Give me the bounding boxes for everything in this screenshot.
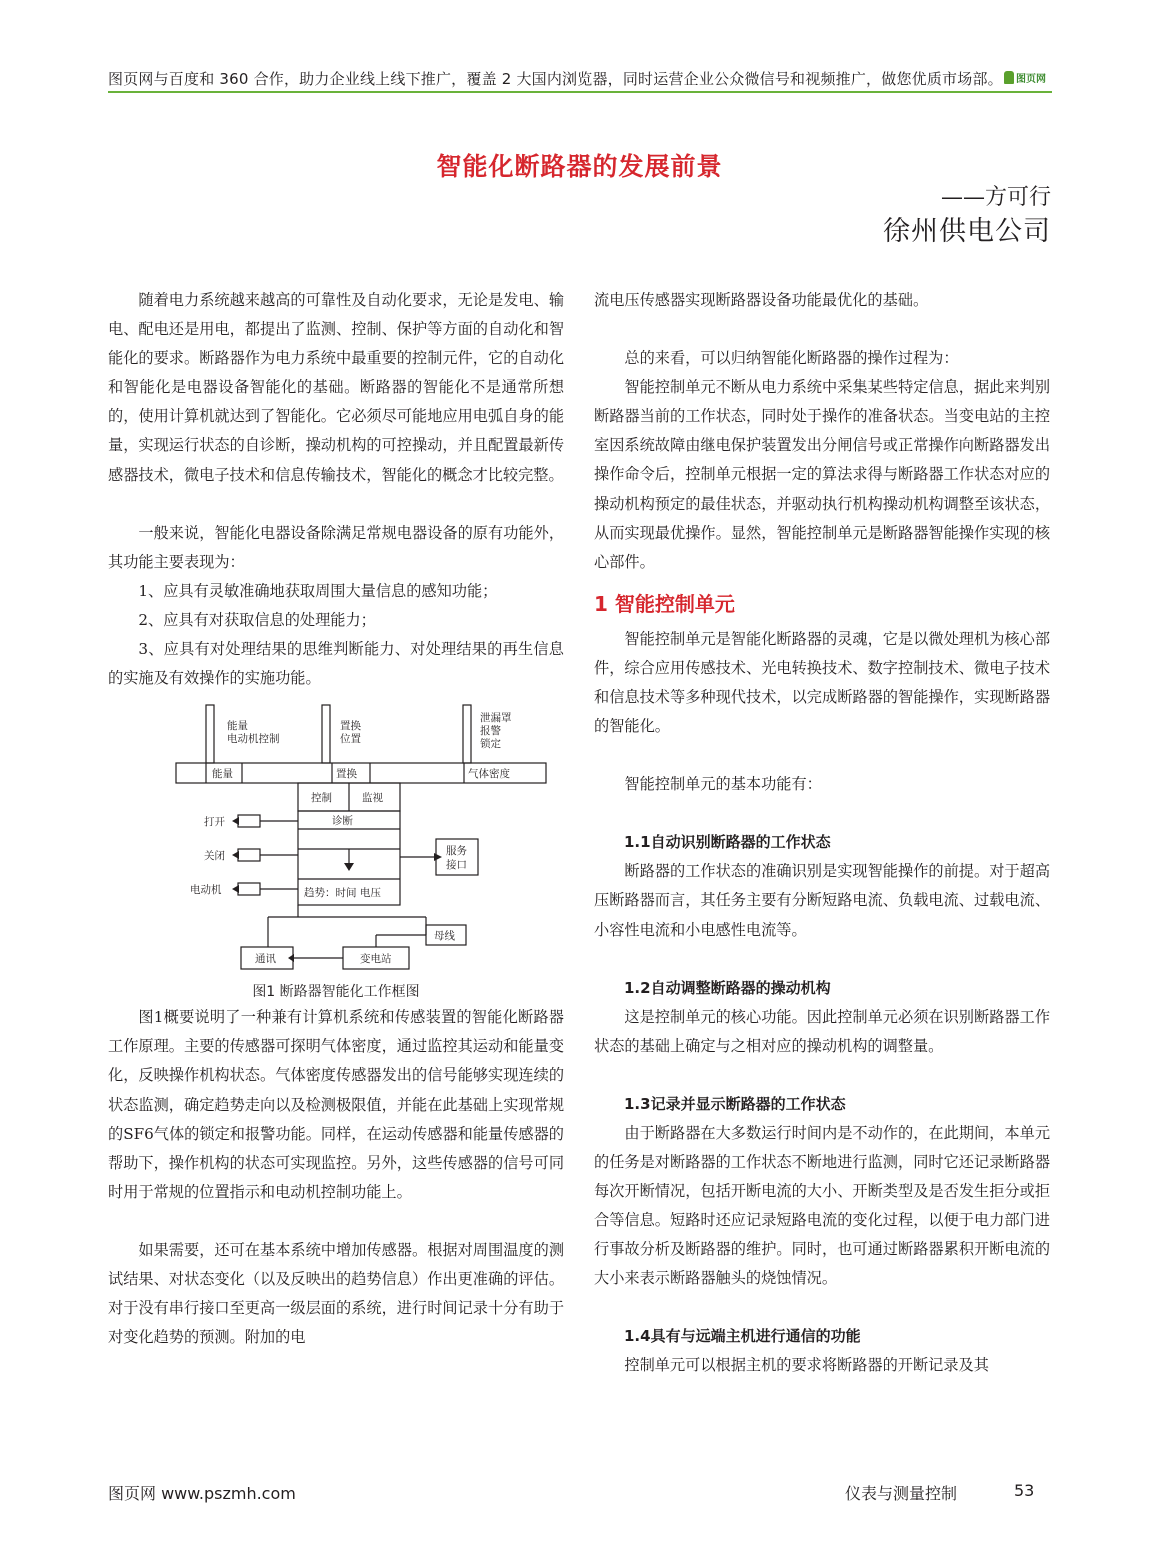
fig-label-gas-density: 气体密度 (468, 768, 510, 781)
paragraph: 智能控制单元是智能化断路器的灵魂，它是以微处理机为核心部件，综合应用传感技术、光电转换技术、数字控制技术、微电子技术和信息技术等多种现代技术，以完成断路器的智能操作，实现断路器的智能化。 (594, 629, 1050, 736)
fig-label-bus: 母线 (434, 930, 455, 943)
subsection-heading: 1.1自动识别断路器的工作状态 (624, 833, 831, 852)
fig-label-leak: 泄漏罩 (480, 712, 512, 725)
fig-label-trend: 趋势：时间 电压 (304, 887, 381, 900)
header-logo-text: 图页网 (1016, 73, 1046, 85)
article-title: 智能化断路器的发展前景 (436, 152, 723, 181)
left-arrow-icon (232, 885, 239, 893)
fig-label-diagnosis: 诊断 (332, 815, 353, 828)
paragraph-gap (594, 799, 1050, 828)
article-organization: 徐州供电公司 (883, 216, 1051, 247)
fig-label-replace-top: 置换 (340, 720, 361, 733)
paragraph: 一般来说，智能化电器设备除满足常规电器设备的原有功能外，其功能主要表现为： (108, 523, 564, 571)
subsection-heading: 1.3记录并显示断路器的工作状态 (624, 1094, 846, 1113)
open-output-box (238, 815, 260, 827)
right-column (594, 286, 1050, 1380)
gas-sensor-bar (463, 705, 471, 763)
fig-label-alarm: 报警 (480, 725, 501, 738)
subsection-heading: 1.4具有与远端主机进行通信的功能 (624, 1327, 861, 1346)
fig-label-open: 打开 (204, 816, 225, 829)
paragraph: 智能控制单元不断从电力系统中采集某些特定信息，据此来判别断路器当前的工作状态，同时处于操作的准备状态。当变电站的主控室因系统故障由继电保护装置发出分闸信号或正常操作向断路器发出操作命令后，控制单元根据一定的算法求得与断路器工作状态对应的操动机构预定的最佳状态，并驱动执行机构操动机构调整至该状态，从而实现最优操作。显然，智能控制单元是断路器智能操作实现的核心部件。 (594, 378, 1050, 571)
fig-label-monitor: 监视 (362, 792, 383, 805)
paragraph-gap (594, 1293, 1050, 1322)
paragraph: 这是控制单元的核心功能。因此控制单元必须在识别断路器工作状态的基础上确定与之相对应的操动机构的调整量。 (594, 1007, 1050, 1055)
figure-block-diagram (108, 699, 564, 977)
fig-label-energy-top: 能量 (227, 720, 248, 733)
paragraph: 如果需要，还可在基本系统中增加传感器。根据对周围温度的测试结果、对状态变化（以及反映出的趋势信息）作出更准确的评估。对于没有串行接口至更高一级层面的系统，进行时间记录十分有助于对变化趋势的预测。附加的电 (108, 1240, 564, 1347)
fig-label-replace: 置换 (336, 768, 357, 781)
right-arrow-icon (434, 853, 442, 861)
logo-icon (1004, 71, 1014, 84)
block-diagram-svg (108, 699, 564, 977)
fig-label-motor: 电动机 (190, 884, 222, 897)
paragraph-gap (594, 1061, 1050, 1090)
energy-sensor-bar (206, 705, 214, 763)
footer-page-number: 53 (1014, 1481, 1035, 1500)
replace-sensor-bar (322, 705, 330, 763)
fig-label-service-2: 接口 (446, 859, 467, 872)
close-output-box (238, 849, 260, 861)
paragraph: 控制单元可以根据主机的要求将断路器的开断记录及其 (624, 1356, 989, 1375)
header-banner-text: 图页网与百度和 360 合作，助力企业线上线下推广，覆盖 2 大国内浏览器，同时运营企业公众微信号和视频推广，做您优质市场部。 (108, 70, 1003, 88)
fig-label-substation: 变电站 (360, 953, 392, 966)
fig-label-control: 控制 (311, 792, 332, 805)
left-column (108, 286, 564, 1352)
fig-label-lock: 锁定 (480, 738, 501, 751)
list-item: 1、应具有灵敏准确地获取周围大量信息的感知功能； (138, 581, 498, 600)
down-arrow-icon (344, 863, 354, 871)
paragraph-gap (594, 741, 1050, 770)
header-logo[interactable] (1004, 68, 1052, 86)
fig-label-position: 位置 (340, 733, 361, 746)
fig-label-energy: 能量 (212, 768, 233, 781)
paragraph-gap (108, 1207, 564, 1236)
footer-journal-name: 仪表与测量控制 (845, 1484, 958, 1503)
article-author: ——方可行 (940, 185, 1051, 210)
header-divider (108, 91, 1052, 93)
figure-caption: 图1 断路器智能化工作框图 (252, 984, 420, 1001)
paragraph: 由于断路器在大多数运行时间内是不动作的，在此期间，本单元的任务是对断路器的工作状态不断地进行监测，同时它还记录断路器每次开断情况，包括开断电流的大小、开断类型及是否发生拒分或拒合等信息。短路时还应记录短路电流的变化过程，以便于电力部门进行事故分析及断路器的维护。同时，也可通过断路器累积开断电流的大小来表示断路器触头的烧蚀情况。 (594, 1123, 1050, 1288)
paragraph-gap (108, 490, 564, 519)
fig-label-comm: 通讯 (255, 953, 276, 966)
paragraph-gap (594, 315, 1050, 344)
paragraph: 总的来看，可以归纳智能化断路器的操作过程为： (624, 349, 959, 368)
fig-label-motor-control: 电动机控制 (227, 733, 280, 746)
list-item: 3、应具有对处理结果的思维判断能力、对处理结果的再生信息的实施及有效操作的实施功能。 (108, 640, 564, 688)
left-arrow-icon (232, 851, 239, 859)
paragraph: 流电压传感器实现断路器设备功能最优化的基础。 (594, 291, 929, 309)
motor-output-box (238, 883, 260, 895)
left-arrow-icon (288, 954, 294, 962)
left-arrow-icon (232, 817, 239, 825)
paragraph-gap (594, 945, 1050, 974)
section-heading: 1 智能控制单元 (594, 591, 735, 616)
paragraph: 智能控制单元的基本功能有： (624, 775, 822, 794)
list-item: 2、应具有对获取信息的处理能力； (138, 610, 376, 629)
paragraph: 随着电力系统越来越高的可靠性及自动化要求，无论是发电、输电、配电还是用电，都提出了监测、控制、保护等方面的自动化和智能化的要求。断路器作为电力系统中最重要的控制元件，它的自动化和智能化是电器设备智能化的基础。断路器的智能化不是通常所想的，使用计算机就达到了智能化。它必须尽可能地应用电弧自身的能量，实现运行状态的自诊断，操动机构的可控操动，并且配置最新传感器技术，微电子技术和信息传输技术，智能化的概念才比较完整。 (108, 291, 564, 484)
subsection-heading: 1.2自动调整断路器的操动机构 (624, 978, 831, 997)
fig-label-service-1: 服务 (446, 845, 467, 858)
paragraph: 图1概要说明了一种兼有计算机系统和传感装置的智能化断路器工作原理。主要的传感器可探明气体密度，通过监控其运动和能量变化，反映操作机构状态。气体密度传感器发出的信号能够实现连续的状态监测，确定趋势走向以及检测极限值，并能在此基础上实现常规的SF6气体的锁定和报警功能。同样，在运动传感器和能量传感器的帮助下，操作机构的状态可实现监控。另外，这些传感器的信号可同时用于常规的位置指示和电动机控制功能上。 (108, 1008, 564, 1201)
paragraph: 断路器的工作状态的准确识别是实现智能操作的前提。对于超高压断路器而言，其任务主要有分断短路电流、负载电流、过载电流、小容性电流和小电感性电流等。 (594, 862, 1050, 939)
fig-label-close: 关闭 (204, 850, 225, 863)
footer-site-link[interactable]: 图页网 www.pszmh.com (108, 1484, 296, 1503)
